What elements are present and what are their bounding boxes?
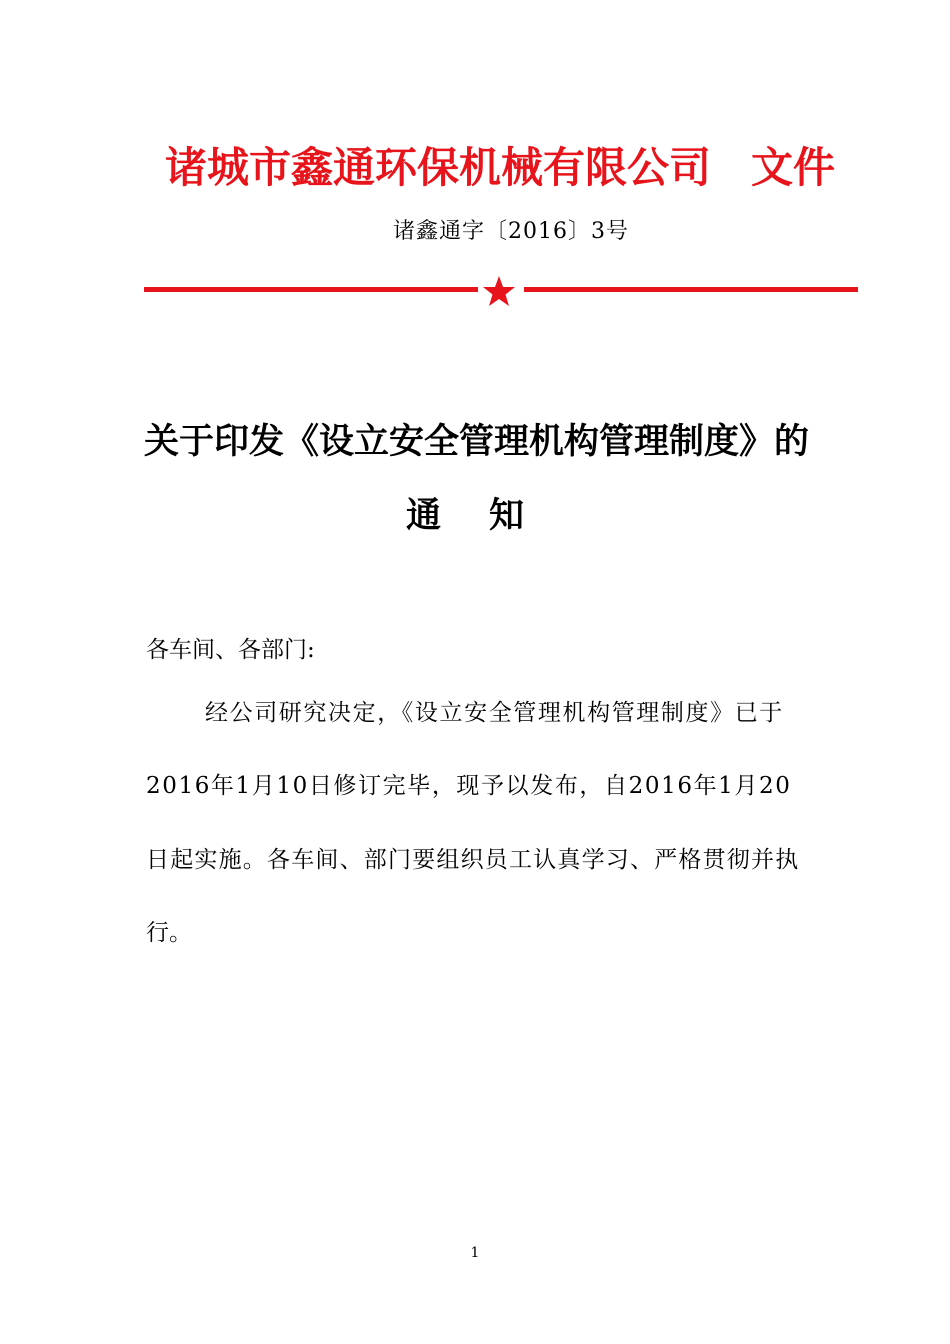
document-number: 诸鑫通字〔2016〕3号 <box>393 219 629 244</box>
notice-subtitle-part1: 通 <box>406 496 442 536</box>
header-suffix: 文件 <box>751 143 836 192</box>
body-line-3: 日起实施。各车间、部门要组织员工认真学习、严格贯彻并执 <box>146 847 800 873</box>
notice-subtitle <box>406 486 524 546</box>
notice-subtitle-part2: 知 <box>489 496 525 536</box>
red-divider-right <box>524 287 858 292</box>
company-name: 诸城市鑫通环保机械有限公司 <box>164 143 711 192</box>
body-line-2: 2016年1月10日修订完毕，现予以发布，自2016年1月20 <box>146 773 792 799</box>
salutation: 各车间、各部门: <box>146 637 315 663</box>
body-line-4: 行。 <box>146 920 192 946</box>
star-icon <box>482 274 516 308</box>
red-header <box>0 138 950 198</box>
body-line-1: 经公司研究决定，《设立安全管理机构管理制度》已于 <box>205 700 784 726</box>
red-divider-left <box>144 287 478 292</box>
page-number: 1 <box>470 1245 480 1261</box>
notice-title: 关于印发《设立安全管理机构管理制度》的 <box>144 422 810 462</box>
